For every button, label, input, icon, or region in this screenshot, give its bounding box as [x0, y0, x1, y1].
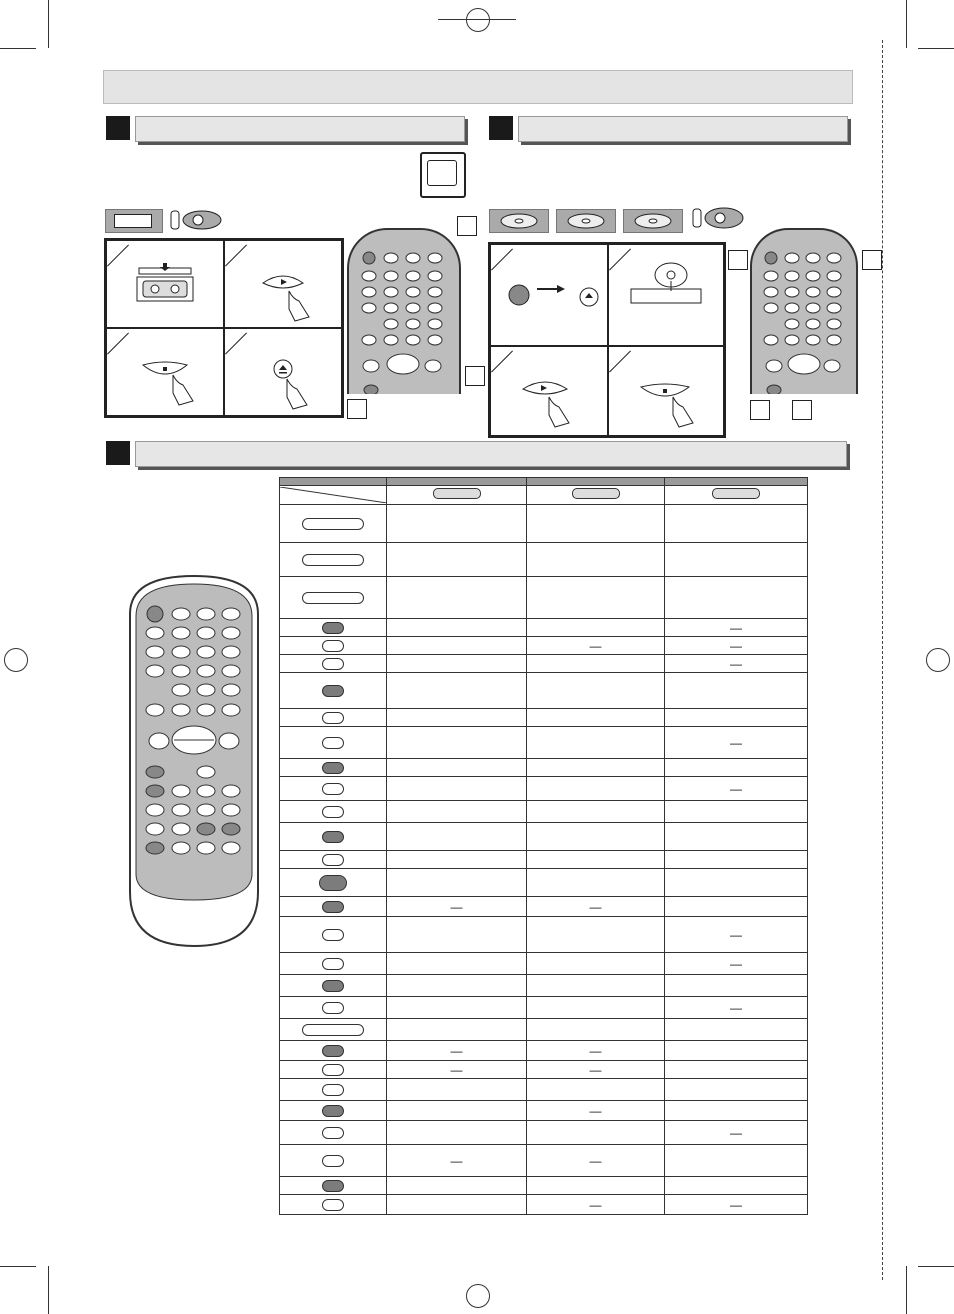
- table-cell-vcr: [665, 1101, 808, 1121]
- crop-mark: [0, 1266, 36, 1267]
- table-cell-cd: [527, 619, 665, 637]
- callout-box: [750, 400, 770, 420]
- table-row: [280, 673, 808, 709]
- table-icon-cell: [280, 869, 387, 897]
- table-row: [280, 1195, 808, 1215]
- table-cell-cd: [527, 1177, 665, 1195]
- table-logo-row: [280, 486, 808, 505]
- table-cell-vcr: [665, 709, 808, 727]
- dvd-video-logo-icon: [433, 488, 481, 499]
- table-cell-dvd: [387, 577, 527, 619]
- table-cell-dvd: [387, 1195, 527, 1215]
- callout-box: [457, 216, 477, 236]
- table-cell-cd: —: [527, 1145, 665, 1177]
- pause-icon: [322, 831, 344, 843]
- crop-mark: [48, 0, 49, 48]
- table-cell-dvd: [387, 637, 527, 655]
- table-cell-vcr: [665, 1041, 808, 1061]
- table-row: [280, 655, 808, 673]
- section-number-box: [489, 116, 513, 140]
- cut-line: [882, 40, 883, 1280]
- table-cell-cd: [527, 1121, 665, 1145]
- vcr-icon: [114, 214, 152, 228]
- table-cell-dvd: [387, 655, 527, 673]
- registration-mark: [466, 1284, 490, 1308]
- table-cell-vcr: —: [665, 917, 808, 953]
- table-cell-vcr: [665, 851, 808, 869]
- registration-mark: [466, 8, 490, 32]
- table-icon-cell: [280, 897, 387, 917]
- table-row: [280, 543, 808, 577]
- table-row: [280, 869, 808, 897]
- table-icon-cell: [280, 1121, 387, 1145]
- button-icon: [322, 1105, 344, 1117]
- number-keys-icon: [302, 518, 364, 530]
- table-cell-vcr: —: [665, 953, 808, 975]
- remote-control-full: [128, 574, 260, 948]
- power-icon: [319, 875, 347, 891]
- table-cell-vcr: —: [665, 619, 808, 637]
- table-cell-vcr: [665, 759, 808, 777]
- crop-mark: [918, 48, 954, 49]
- table-cell-dvd: [387, 851, 527, 869]
- table-row: [280, 759, 808, 777]
- table-cell-vcr: [665, 975, 808, 997]
- remote-partial-right: [750, 228, 858, 394]
- table-header-cell: [665, 478, 808, 486]
- table-cell-cd: —: [527, 1061, 665, 1079]
- button-icon: [322, 783, 344, 795]
- table-cell-cd: [527, 543, 665, 577]
- table-cell-cd: [527, 953, 665, 975]
- table-cell-dvd: [387, 1079, 527, 1101]
- tv-icon: [420, 152, 466, 198]
- table-cell-cd: —: [527, 897, 665, 917]
- callout-box: [728, 250, 748, 270]
- table-cell-cd: [527, 801, 665, 823]
- remote-mode-icon: [692, 205, 744, 231]
- stop-square-icon: [322, 712, 344, 724]
- table-cell-dvd: [387, 1019, 527, 1041]
- step-power-open: [490, 244, 608, 346]
- table-icon-cell: [280, 1019, 387, 1041]
- table-row: [280, 997, 808, 1019]
- section-header-functions: [135, 441, 847, 467]
- table-cell-vcr: [665, 801, 808, 823]
- section-number-box: [106, 441, 130, 465]
- crop-mark: [918, 1266, 954, 1267]
- table-row: [280, 1019, 808, 1041]
- button-icon: [322, 1127, 344, 1139]
- table-cell-cd: [527, 655, 665, 673]
- registration-mark: [438, 19, 516, 20]
- table-cell-dvd: [387, 777, 527, 801]
- table-row: [280, 823, 808, 851]
- table-cell-cd: [527, 869, 665, 897]
- table-cell-vcr: —: [665, 727, 808, 759]
- step-load-disc: [608, 244, 724, 346]
- diagonal-header-cell: [280, 486, 387, 505]
- table-cell-vcr: [665, 1145, 808, 1177]
- table-cell-dvd: [387, 709, 527, 727]
- table-row: [280, 1041, 808, 1061]
- table-icon-cell: [280, 505, 387, 543]
- record-icon: [322, 737, 344, 749]
- table-header-bar: [280, 478, 808, 486]
- dvd-tag: [489, 209, 549, 233]
- button-icon: [322, 1199, 344, 1211]
- table-row: [280, 1101, 808, 1121]
- table-cell-cd: —: [527, 637, 665, 655]
- table-icon-cell: [280, 953, 387, 975]
- step-insert-tape: [106, 240, 224, 328]
- eject-icon: [322, 806, 344, 818]
- table-icon-cell: [280, 709, 387, 727]
- table-cell-dvd: —: [387, 1061, 527, 1079]
- button-icon: [322, 685, 344, 697]
- table-row: [280, 619, 808, 637]
- button-icon: [322, 762, 344, 774]
- button-icon: [322, 901, 344, 913]
- page-banner: [103, 70, 853, 104]
- table-icon-cell: [280, 801, 387, 823]
- mute-icon: [322, 658, 344, 670]
- table-icon-cell: [280, 1101, 387, 1121]
- table-cell-cd: —: [527, 1041, 665, 1061]
- table-cell-vcr: —: [665, 655, 808, 673]
- callout-box: [465, 366, 485, 386]
- table-cell-dvd: [387, 801, 527, 823]
- table-cell-dvd: [387, 1101, 527, 1121]
- callout-box: [862, 250, 882, 270]
- table-cell-dvd: [387, 917, 527, 953]
- table-cell-dvd: [387, 1177, 527, 1195]
- cd-tag: [556, 209, 616, 233]
- table-row: [280, 953, 808, 975]
- button-icon: [322, 980, 344, 992]
- table-cell-vcr: [665, 1177, 808, 1195]
- step-eject: [224, 328, 342, 416]
- table-cell-cd: [527, 709, 665, 727]
- table-icon-cell: [280, 975, 387, 997]
- table-cell-vcr: [665, 897, 808, 917]
- table-icon-cell: [280, 917, 387, 953]
- registration-mark: [926, 648, 950, 672]
- button-icon: [322, 622, 344, 634]
- table-row: [280, 1079, 808, 1101]
- button-icon: [322, 1002, 344, 1014]
- table-cell-cd: —: [527, 1195, 665, 1215]
- table-row: [280, 505, 808, 543]
- table-icon-cell: [280, 1145, 387, 1177]
- table-cell-vcr: [665, 869, 808, 897]
- table-cell-dvd: [387, 673, 527, 709]
- table-icon-cell: [280, 619, 387, 637]
- table-cell-vcr: —: [665, 637, 808, 655]
- section-header-left: [135, 116, 465, 142]
- table-cell-dvd: [387, 619, 527, 637]
- table-cell-vcr: [665, 505, 808, 543]
- table-cell-vcr: [665, 823, 808, 851]
- callout-box: [792, 400, 812, 420]
- table-cell-vcr: [665, 543, 808, 577]
- remote-partial-left: [347, 228, 461, 394]
- tape-icon: [322, 1155, 344, 1167]
- table-row: [280, 1145, 808, 1177]
- cd-mp3-logo-icon: [572, 488, 620, 499]
- table-cell-cd: [527, 997, 665, 1019]
- table-cell-vcr: [665, 1019, 808, 1041]
- table-cell-vcr: —: [665, 777, 808, 801]
- step-stop: [106, 328, 224, 416]
- table-cell-cd: [527, 975, 665, 997]
- table-cell-cd: [527, 917, 665, 953]
- callout-box: [347, 399, 367, 419]
- table-icon-cell: [280, 673, 387, 709]
- registration-mark: [4, 648, 28, 672]
- table-icon-cell: [280, 1177, 387, 1195]
- table-cell-dvd: [387, 1121, 527, 1145]
- table-row: [280, 709, 808, 727]
- cursor-keys-icon: [302, 592, 364, 604]
- table-cell-cd: [527, 505, 665, 543]
- table-cell-dvd: —: [387, 1145, 527, 1177]
- table-cell-dvd: [387, 759, 527, 777]
- disc-steps-panel: [488, 242, 726, 438]
- table-row: [280, 917, 808, 953]
- table-cell-dvd: [387, 997, 527, 1019]
- crop-mark: [0, 48, 36, 49]
- table-cell-dvd: —: [387, 1041, 527, 1061]
- table-cell-dvd: [387, 543, 527, 577]
- table-icon-cell: [280, 637, 387, 655]
- table-cell-cd: [527, 577, 665, 619]
- crop-mark: [906, 0, 907, 48]
- section-header-right: [518, 116, 848, 142]
- table-cell-vcr: [665, 673, 808, 709]
- table-cell-cd: [527, 1079, 665, 1101]
- table-row: [280, 1177, 808, 1195]
- table-icon-cell: [280, 759, 387, 777]
- button-icon: [322, 1180, 344, 1192]
- table-cell-cd: [527, 759, 665, 777]
- table-cell-vcr: [665, 1061, 808, 1079]
- table-row: [280, 727, 808, 759]
- table-row: [280, 851, 808, 869]
- skip-icons: [302, 1024, 364, 1036]
- table-cell-cd: [527, 1019, 665, 1041]
- step-stop: [608, 346, 724, 436]
- step-icon: [322, 1045, 344, 1057]
- table-cell-dvd: [387, 869, 527, 897]
- rewind-forward-icon: [302, 554, 364, 566]
- mp3-tag: [623, 209, 683, 233]
- table-cell-vcr: —: [665, 1195, 808, 1215]
- stop-icon: [322, 1084, 344, 1096]
- table-icon-cell: [280, 543, 387, 577]
- table-cell-cd: [527, 727, 665, 759]
- table-cell-dvd: [387, 727, 527, 759]
- play-icon: [322, 854, 344, 866]
- vcr-tag: [105, 209, 163, 233]
- table-row: [280, 577, 808, 619]
- crop-mark: [48, 1266, 49, 1314]
- table-cell-cd: [527, 673, 665, 709]
- table-icon-cell: [280, 1061, 387, 1079]
- crop-mark: [906, 1266, 907, 1314]
- table-icon-cell: [280, 655, 387, 673]
- return-icon: [322, 958, 344, 970]
- table-row: [280, 637, 808, 655]
- table-row: [280, 1121, 808, 1145]
- table-row: [280, 801, 808, 823]
- table-header-cell: [387, 478, 527, 486]
- table-cell-cd: [527, 823, 665, 851]
- table-cell-cd: [527, 777, 665, 801]
- function-table: [279, 477, 808, 1215]
- remote-mode-icon: [170, 209, 222, 231]
- table-row: [280, 1061, 808, 1079]
- table-icon-cell: [280, 1079, 387, 1101]
- button-icon: [322, 640, 344, 652]
- table-cell-vcr: [665, 1079, 808, 1101]
- table-cell-vcr: [665, 577, 808, 619]
- table-cell-dvd: [387, 953, 527, 975]
- table-icon-cell: [280, 823, 387, 851]
- table-icon-cell: [280, 851, 387, 869]
- button-icon: [322, 929, 344, 941]
- table-row: [280, 897, 808, 917]
- button-icon: [322, 1064, 344, 1076]
- table-header-cell: [527, 478, 665, 486]
- section-number-box: [106, 116, 130, 140]
- table-icon-cell: [280, 727, 387, 759]
- step-play: [224, 240, 342, 328]
- vcr-steps-panel: [104, 238, 344, 418]
- table-icon-cell: [280, 1041, 387, 1061]
- table-icon-cell: [280, 997, 387, 1019]
- table-cell-vcr: —: [665, 1121, 808, 1145]
- table-cell-dvd: [387, 823, 527, 851]
- table-icon-cell: [280, 577, 387, 619]
- step-play: [490, 346, 608, 436]
- table-cell-dvd: [387, 975, 527, 997]
- table-icon-cell: [280, 1195, 387, 1215]
- vcr-logo-icon: [712, 488, 760, 499]
- table-icon-cell: [280, 777, 387, 801]
- table-cell-cd: —: [527, 1101, 665, 1121]
- table-cell-dvd: —: [387, 897, 527, 917]
- table-cell-vcr: —: [665, 997, 808, 1019]
- table-cell-cd: [527, 851, 665, 869]
- table-cell-dvd: [387, 505, 527, 543]
- table-row: [280, 777, 808, 801]
- table-row: [280, 975, 808, 997]
- table-header-cell: [280, 478, 387, 486]
